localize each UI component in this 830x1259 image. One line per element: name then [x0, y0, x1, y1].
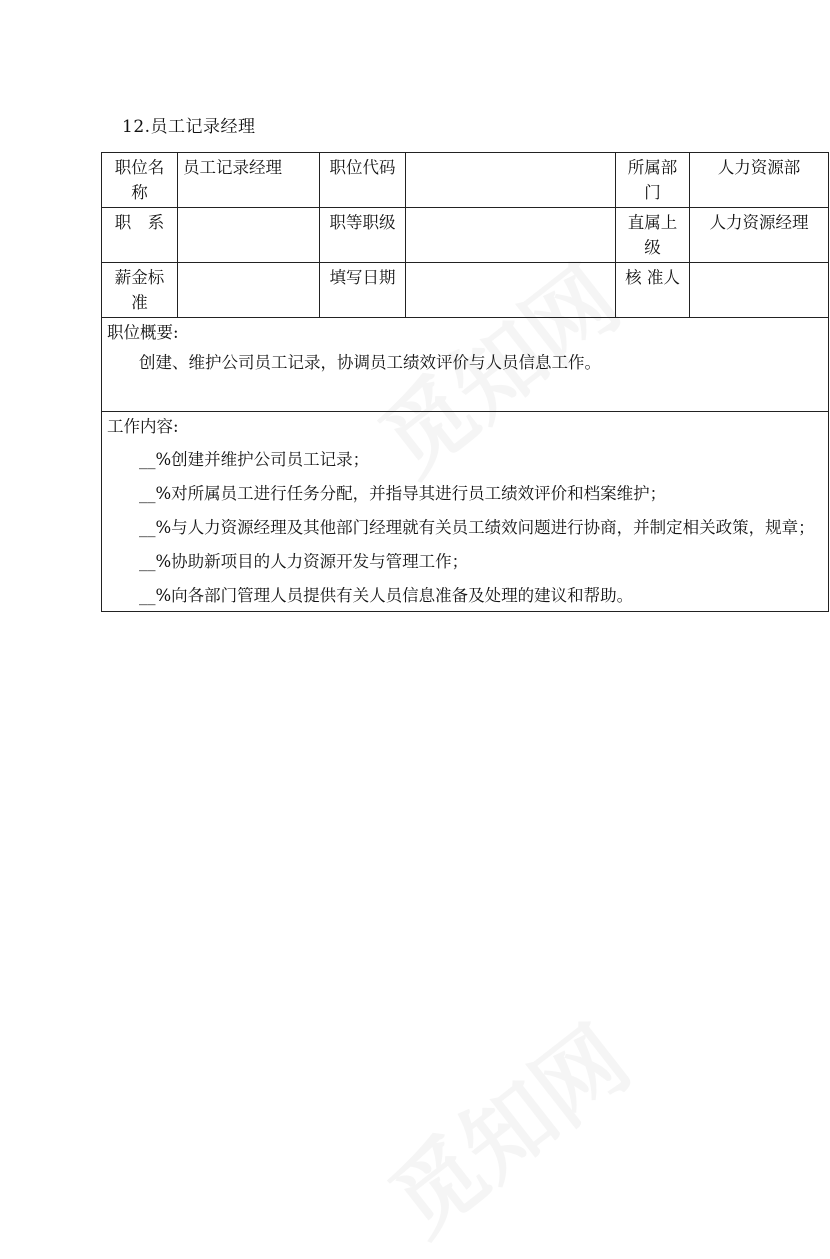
- position-summary-cell: [102, 318, 829, 412]
- label-fill-date: 填写日期: [320, 263, 406, 318]
- table-row: [102, 263, 829, 318]
- duty-item: __%向各部门管理人员提供有关人员信息准备及处理的建议和帮助。: [139, 586, 634, 605]
- watermark: [359, 991, 652, 1259]
- value-fill-date: [406, 263, 616, 318]
- table-row: [102, 153, 829, 208]
- value-direct-supervisor: 人力资源经理: [690, 208, 829, 263]
- table-row: [102, 318, 829, 412]
- job-content-cell: [102, 412, 829, 612]
- label-salary-standard: 薪金标准: [102, 263, 178, 318]
- value-job-series: [178, 208, 320, 263]
- value-department: 人力资源部: [690, 153, 829, 208]
- section-heading: 12.员工记录经理: [122, 117, 256, 137]
- label-job-series: 职 系: [102, 208, 178, 263]
- value-job-grade: [406, 208, 616, 263]
- label-approver: 核 准人: [616, 263, 690, 318]
- table-row: [102, 412, 829, 612]
- label-department: 所属部门: [616, 153, 690, 208]
- table-row: [102, 208, 829, 263]
- label-position-name: 职位名称: [102, 153, 178, 208]
- value-position-code: [406, 153, 616, 208]
- duty-item: __%与人力资源经理及其他部门经理就有关员工绩效问题进行协商，并制定相关政策，规章；: [139, 518, 815, 537]
- duty-item: __%对所属员工进行任务分配，并指导其进行员工绩效评价和档案维护；: [139, 484, 667, 503]
- value-position-name: 员工记录经理: [178, 153, 320, 208]
- label-direct-supervisor: 直属上级: [616, 208, 690, 263]
- label-position-code: 职位代码: [320, 153, 406, 208]
- summary-text: 创建、维护公司员工记录，协调员工绩效评价与人员信息工作。: [139, 353, 601, 372]
- duty-item: __%创建并维护公司员工记录；: [139, 450, 370, 469]
- label-job-grade: 职等职级: [320, 208, 406, 263]
- content-title: 工作内容:: [107, 417, 179, 436]
- value-salary-standard: [178, 263, 320, 318]
- duty-item: __%协助新项目的人力资源开发与管理工作；: [139, 552, 469, 571]
- job-description-table: [101, 152, 829, 612]
- value-approver: [690, 263, 829, 318]
- summary-title: 职位概要:: [107, 323, 179, 342]
